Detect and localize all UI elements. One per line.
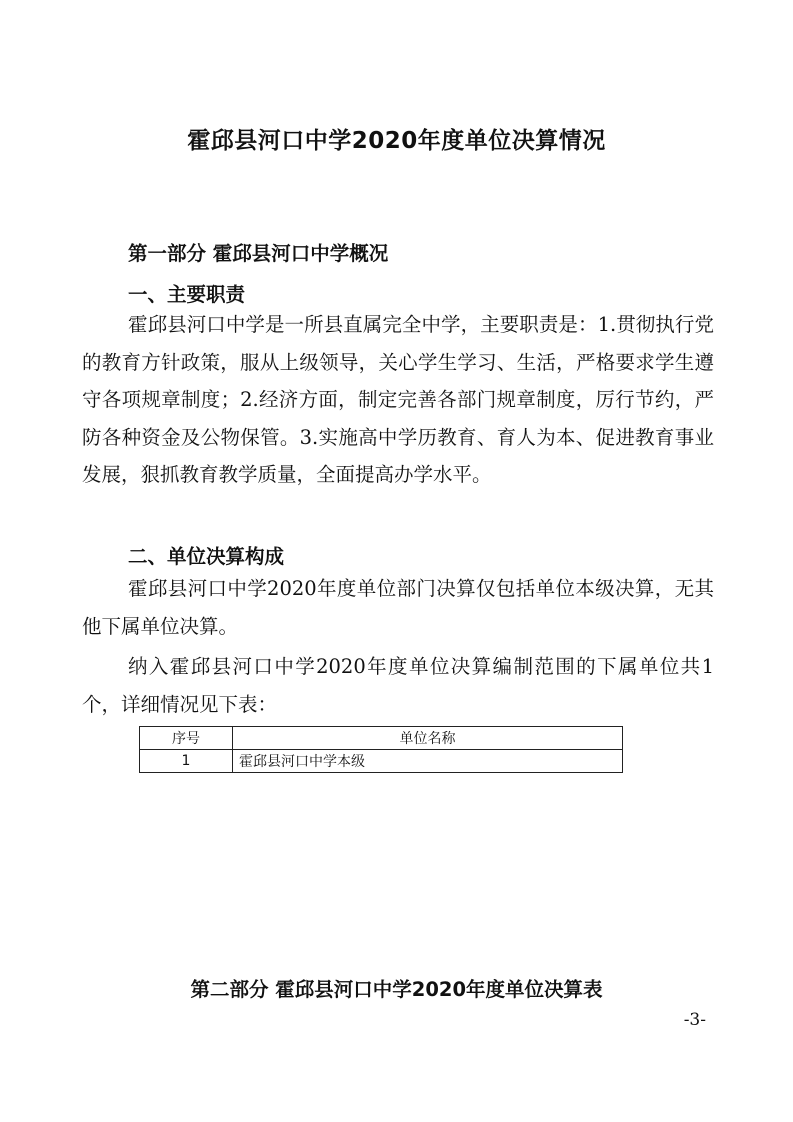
table-cell-index: 1 xyxy=(140,750,233,773)
subordinate-units-table xyxy=(139,726,623,773)
section1-heading: 一、主要职责 xyxy=(128,283,246,306)
section2-paragraph-1: 霍邱县河口中学2020年度单位部门决算仅包括单位本级决算，无其他下属单位决算。 xyxy=(82,577,714,638)
table-header-row xyxy=(140,727,623,750)
page-number: -3- xyxy=(683,1010,706,1030)
column-header-unit-name: 单位名称 xyxy=(233,727,623,750)
table-row xyxy=(140,750,623,773)
part2-heading: 第二部分 霍邱县河口中学2020年度单位决算表 xyxy=(190,978,603,1001)
column-header-index: 序号 xyxy=(140,727,233,750)
table-cell-unit-name: 霍邱县河口中学本级 xyxy=(233,750,623,773)
document-title: 霍邱县河口中学2020年度单位决算情况 xyxy=(187,128,606,154)
section2-heading: 二、单位决算构成 xyxy=(128,545,285,568)
part1-heading: 第一部分 霍邱县河口中学概况 xyxy=(128,242,389,265)
section1-body: 霍邱县河口中学是一所县直属完全中学，主要职责是：1.贯彻执行党的教育方针政策，服从上级领导，关心学生学习、生活，严格要求学生遵守各项规章制度；2.经济方面，制定完善各部门规章制度，厉行节约，严防各种资金及公物保管。3.实施高中学历教育、育人为本、促进教育事业发展，狠抓教育教学质量，全面提高办学水平。 xyxy=(82,313,714,486)
section2-paragraph-2: 纳入霍邱县河口中学2020年度单位决算编制范围的下属单位共1个，详细情况见下表： xyxy=(82,655,714,716)
